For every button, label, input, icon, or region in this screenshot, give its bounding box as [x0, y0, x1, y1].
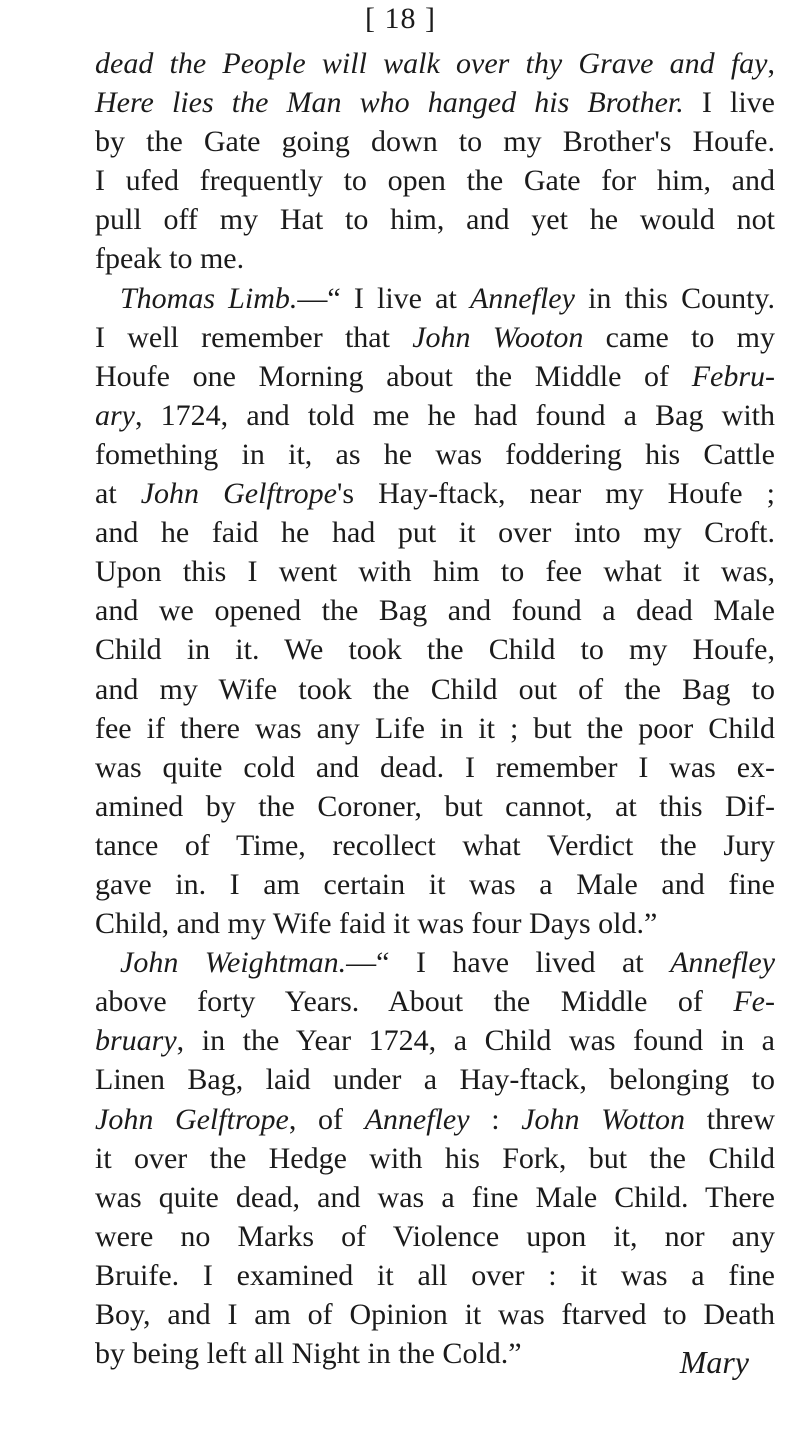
text-span: by being left all Night in the Cold.” [95, 1337, 522, 1371]
text-line [95, 943, 775, 982]
text-line [95, 1295, 775, 1334]
text-span: tance of Time, recollect what Verdict the Jury [95, 828, 775, 862]
text-span: Child, and my Wife faid it was four Days old.” [95, 907, 658, 941]
text-span: , in the Year 1724, a Child was found in a [176, 1024, 775, 1058]
text-span: Child in it. We took the Child to my Houfe, [95, 633, 775, 667]
page-number: [ 18 ] [365, 2, 436, 35]
text-line [95, 200, 775, 239]
text-line [95, 44, 775, 83]
text-line [95, 357, 775, 396]
text-span: at [95, 477, 141, 511]
text-line [95, 787, 775, 826]
text-line [95, 748, 775, 787]
text-line [95, 474, 775, 513]
text-line [95, 982, 775, 1021]
text-line [95, 552, 775, 591]
text-span: I live [683, 86, 775, 120]
text-line [95, 1334, 775, 1373]
text-line [95, 513, 775, 552]
text-span: pull off my Hat to him, and yet he would not [95, 203, 775, 237]
body-text [95, 44, 775, 1373]
italic-text: ary [95, 398, 135, 432]
text-span: fee if there was any Life in it ; but the poor Child [95, 711, 775, 745]
text-span: it over the Hedge with his Fork, but the Child [95, 1141, 775, 1175]
text-span: : [469, 1102, 522, 1136]
text-span: came to my [583, 320, 775, 354]
text-span: —“ I live at [297, 281, 470, 315]
text-span: amined by the Coroner, but cannot, at this Dif- [95, 789, 775, 823]
text-span: gave in. I am certain it was a Male and fine [95, 867, 775, 901]
text-line [95, 318, 775, 357]
text-span: , of [288, 1102, 365, 1136]
text-span: Houfe one Morning about the Middle of [95, 359, 692, 393]
text-line [95, 396, 775, 435]
italic-text: Here lies the Man who hanged his Brother. [95, 86, 684, 120]
text-span: I well remember that [95, 320, 413, 354]
text-line [95, 1178, 775, 1217]
italic-text: John Wotton [521, 1102, 686, 1136]
text-line [95, 122, 775, 161]
text-line [95, 279, 775, 318]
text-line [95, 1139, 775, 1178]
text-line [95, 435, 775, 474]
text-line [95, 1100, 775, 1139]
text-span: above forty Years. About the Middle of [95, 985, 734, 1019]
italic-text: Fe- [733, 985, 775, 1019]
text-line [95, 904, 775, 943]
text-line [95, 591, 775, 630]
text-span: by the Gate going down to my Brother's Houfe. [95, 125, 775, 159]
italic-text: John Weightman. [120, 946, 347, 980]
text-span: fpeak to me. [95, 242, 245, 276]
text-span: was quite cold and dead. I remember I was ex- [95, 750, 775, 784]
text-line [95, 670, 775, 709]
text-span: —“ I have lived at [346, 946, 671, 980]
text-span: I ufed frequently to open the Gate for him, and [95, 164, 775, 198]
text-line [95, 239, 775, 278]
text-span: in this County. [574, 281, 775, 315]
text-line [95, 630, 775, 669]
text-span: and my Wife took the Child out of the Bag to [95, 672, 775, 706]
text-line [95, 1060, 775, 1099]
text-span: Upon this I went with him to fee what it was, [95, 555, 775, 589]
text-line [95, 709, 775, 748]
italic-text: John Gelftrope [95, 1102, 289, 1136]
italic-text: Annefley [364, 1102, 470, 1136]
text-span: 's Hay-ftack, near my Houfe ; [336, 477, 775, 511]
text-line [95, 161, 775, 200]
text-span: Bruife. I examined it all over : it was a fine [95, 1258, 775, 1292]
italic-text: Annefley [670, 946, 776, 980]
italic-text: Thomas Limb. [120, 281, 298, 315]
text-span: were no Marks of Violence upon it, nor any [95, 1219, 775, 1253]
text-span: , 1724, and told me he had found a Bag with [135, 398, 775, 432]
text-span: fomething in it, as he was foddering his Cattle [95, 437, 775, 471]
text-line [95, 83, 775, 122]
text-line [95, 1217, 775, 1256]
text-span: , [767, 47, 775, 80]
italic-text: Annefley [469, 281, 575, 315]
italic-text: Febru- [691, 359, 775, 393]
text-span: Boy, and I am of Opinion it was ftarved to Death [95, 1298, 775, 1331]
italic-text: bruary [95, 1024, 177, 1058]
italic-text: dead the People will walk over thy Grave and fay [95, 47, 768, 80]
text-line [95, 826, 775, 865]
text-span: Linen Bag, laid under a Hay-ftack, belonging to [95, 1063, 775, 1097]
text-span: and he faid he had put it over into my Croft. [95, 516, 775, 550]
text-line [95, 865, 775, 904]
catchword: Mary [679, 1344, 749, 1380]
text-line [95, 1256, 775, 1295]
text-span: and we opened the Bag and found a dead Male [95, 594, 775, 628]
italic-text: John Wooton [412, 320, 584, 354]
text-line [95, 1021, 775, 1060]
italic-text: John Gelftrope [140, 477, 337, 511]
text-span: was quite dead, and was a fine Male Child. There [95, 1180, 775, 1214]
text-span: threw [685, 1102, 776, 1136]
